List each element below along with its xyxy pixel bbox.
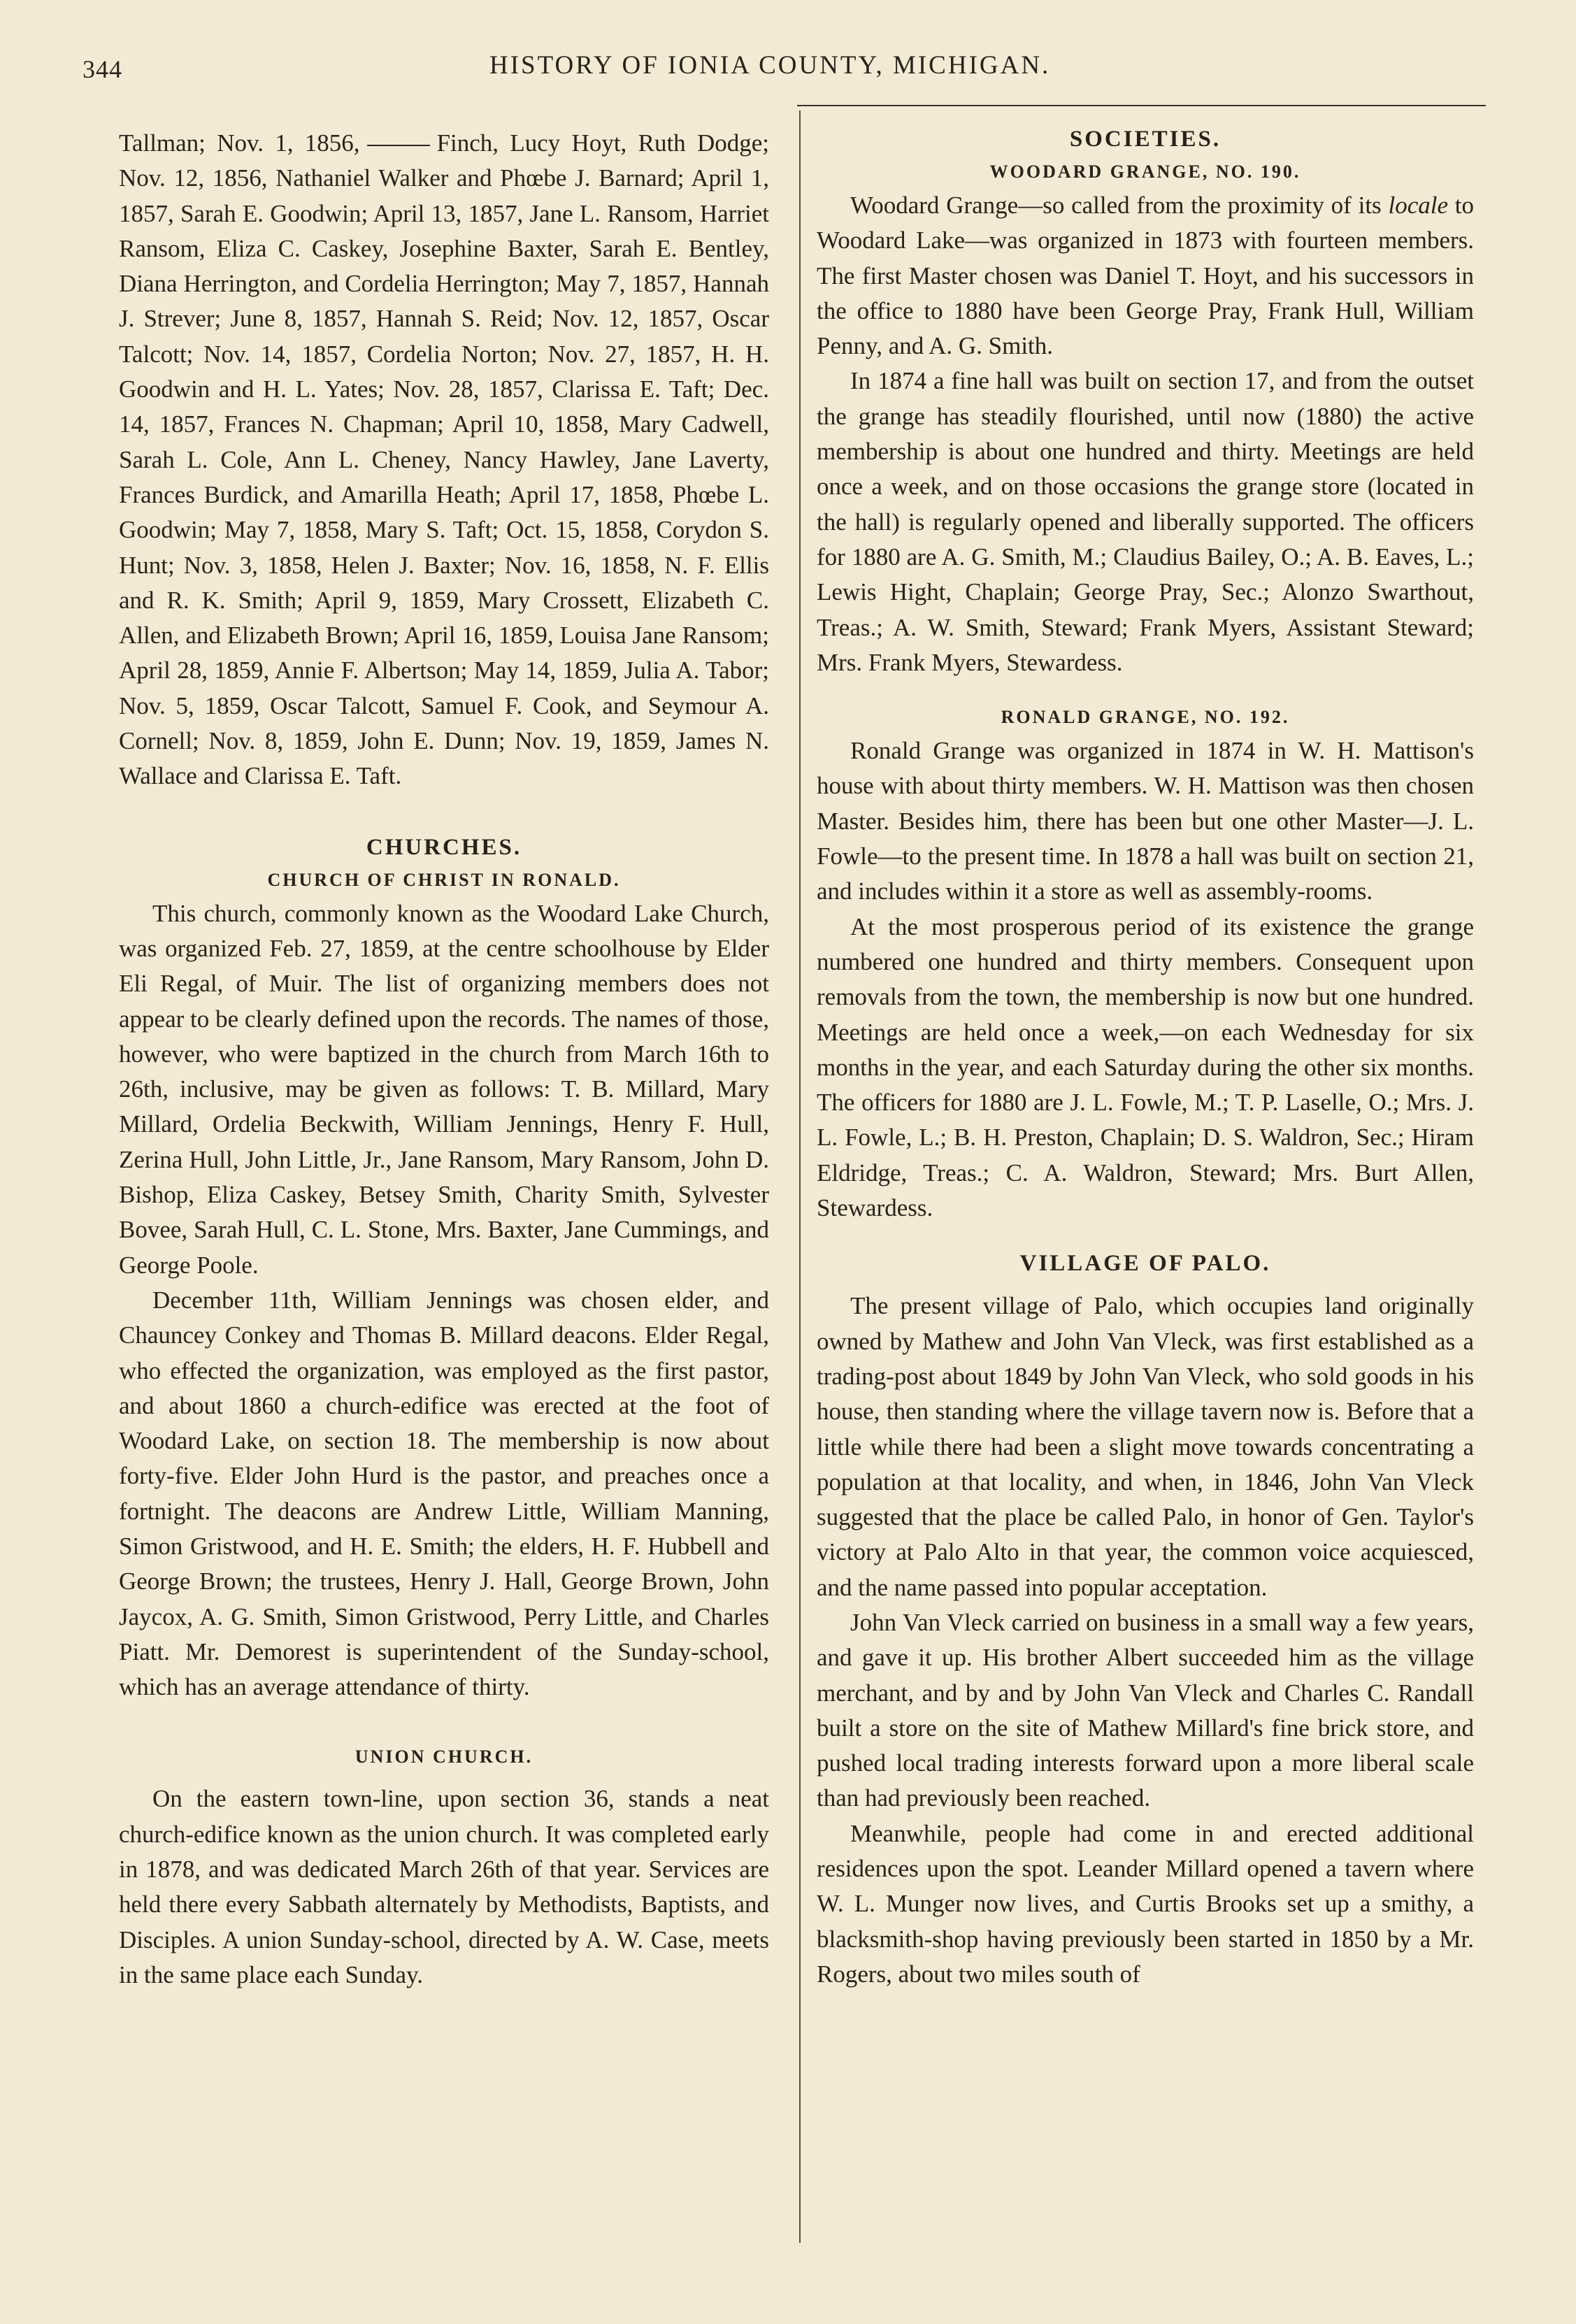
baptism-list-paragraph bbox=[119, 126, 769, 794]
woodard-grange-paragraph-2: In 1874 a fine hall was built on section 17, and from the outset the grange has steadily flourished, until now (1880) the active membership is about one hundred and thirty. Meetings are held once a week, and on those occasions the grange store (located in the hall) is regularly opened and liberally supported. The officers for 1880 are A. G. Smith, M.; Claudius Bailey, O.; A. B. Eaves, L.; Lewis Hight, Chaplain; George Pray, Sec.; Alonzo Swarthout, Treas.; A. W. Smith, Steward; Frank Myers, Assistant Steward; Mrs. Frank Myers, Stewardess. bbox=[817, 367, 1474, 676]
woodard-text-rest: to Woodard Lake—was organized in 1873 with fourteen members. The first Master chosen was Daniel T. Hoyt, and his successors in the office to 1880 have been George Pray, Frank Hull, William Penny, and A. G. Smith. bbox=[817, 192, 1475, 360]
blank-name-rule bbox=[367, 145, 430, 146]
palo-paragraph-1: The present village of Palo, which occupies land originally owned by Mathew and John Van Vleck, was first established as a trading-post about 1849 by John Van Vleck, who sold goods in his house, then standing where the village tavern now is. Before that a little while there had been a slight move towards concentrating a population at that locality, and when, in 1846, John Van Vleck suggested that the place be called Palo, in honor of Gen. Taylor's victory at Palo Alto in that year, the common voice acquiesced, and the name passed into popular acceptation. bbox=[817, 1292, 1474, 1601]
heading-woodard-grange: WOODARD GRANGE, NO. 190. bbox=[989, 162, 1301, 182]
column-divider bbox=[799, 110, 801, 2243]
union-church-paragraph: On the eastern town-line, upon section 36, stands a neat church-edifice known as the union church. It was completed early in 1878, and was dedicated March 26th of that year. Services are held there every Sabbath alternately by Methodists, Baptists, and Disciples. A union Sunday-school, directed by A. W. Case, meets in the same place each Sunday. bbox=[119, 1785, 769, 1988]
left-column bbox=[119, 126, 769, 1993]
church-of-christ-paragraph-1: This church, commonly known as the Woodard Lake Church, was organized Feb. 27, 1859, at the centre schoolhouse by Elder Eli Regal, of Muir. The list of organizing members does not appear to be clearly defined upon the records. The names of those, however, who were baptized in the church from March 16th to 26th, inclusive, may be given as follows: T. B. Millard, Mary Millard, Ordelia Beckwith, William Jennings, Henry F. Hull, Zerina Hull, John Little, Jr., Jane Ransom, Mary Ransom, John D. Bishop, Eliza Caskey, Betsey Smith, Charity Smith, Sylvester Bovee, Sarah Hull, C. L. Stone, Mrs. Baxter, Jane Cummings, and George Poole. bbox=[119, 899, 769, 1279]
heading-church-of-christ: CHURCH OF CHRIST IN RONALD. bbox=[267, 869, 621, 890]
church-of-christ-paragraph-2: December 11th, William Jennings was chosen elder, and Chauncey Conkey and Thomas B. Millard deacons. Elder Regal, who effected the organization, was employed as the first pastor, and about 1860 a church-edifice was erected at the foot of Woodard Lake, on section 18. The membership is now about forty-five. Elder John Hurd is the pastor, and preaches once a fortnight. The deacons are Andrew Little, William Manning, Simon Gristwood, and H. E. Smith; the elders, H. F. Hubbell and George Brown; the trustees, Henry J. Hall, George Brown, John Jaycox, A. G. Smith, Simon Gristwood, Perry Little, and Charles Piatt. Mr. Demorest is superintendent of the Sunday-school, which has an average attendance of thirty. bbox=[119, 1286, 769, 1701]
right-column bbox=[817, 122, 1474, 1992]
woodard-text-start: Woodard Grange—so called from the proximity of its bbox=[850, 192, 1382, 219]
ronald-grange-paragraph-2: At the most prosperous period of its existence the grange numbered one hundred and thirty members. Consequent upon removals from the town, the membership is now but one hundred. Meetings are held once a week,—on each Wednesday for six months in the year, and each Saturday during the other six months. The officers for 1880 are J. L. Fowle, M.; T. P. Laselle, O.; Mrs. J. L. Fowle, L.; B. H. Preston, Chaplain; D. S. Waldron, Sec.; Hiram Eldridge, Treas.; C. A. Waldron, Steward; Mrs. Burt Allen, Stewardess. bbox=[817, 912, 1474, 1222]
ronald-grange-paragraph-1: Ronald Grange was organized in 1874 in W. H. Mattison's house with about thirty members. W. H. Mattison was then chosen Master. Besides him, there has been but one other Master—J. L. Fowle—to the present time. In 1878 a hall was built on section 21, and includes within it a store as well as assembly-rooms. bbox=[817, 737, 1474, 905]
locale-italic: locale bbox=[1388, 192, 1448, 219]
running-title: HISTORY OF IONIA COUNTY, MICHIGAN. bbox=[489, 51, 1051, 80]
baptism-list-start: Tallman; Nov. 1, 1856, bbox=[119, 129, 360, 157]
heading-village-of-palo: VILLAGE OF PALO. bbox=[1019, 1251, 1271, 1277]
baptism-list-rest: Finch, Lucy Hoyt, Ruth Dodge; Nov. 12, 1856, Nathaniel Walker and Phœbe J. Barnard; April 1, 1857, Sarah E. Goodwin; April 13, 1857, Jane L. Ransom, Harriet Ransom, Eliza C. Caskey, Josephine Baxter, Sarah E. Bentley, Diana Herrington, and Cordelia Herrington; May 7, 1857, Hannah J. Strever; June 8, 1857, Hannah S. Reid; Nov. 12, 1857, Oscar Talcott; Nov. 14, 1857, Cordelia Norton; Nov. 27, 1857, H. H. Goodwin and H. L. Yates; Nov. 28, 1857, Clarissa E. Taft; Dec. 14, 1857, Frances N. Chapman; April 10, 1858, Mary Cadwell, Sarah L. Cole, Ann L. Cheney, Nancy Hawley, Jane Laverty, Frances Burdick, and Amarilla Heath; April 17, 1858, Phœbe L. Goodwin; May 7, 1858, Mary S. Taft; Oct. 15, 1858, Corydon S. Hunt; Nov. 3, 1858, Helen J. Baxter; Nov. 16, 1858, N. F. Ellis and R. K. Smith; April 9, 1859, Mary Crossett, Elizabeth C. Allen, and Elizabeth Brown; April 16, 1859, Louisa Jane Ransom; April 28, 1859, Annie F. Albertson; May 14, 1859, Julia A. Tabor; Nov. 5, 1859, Oscar Talcott, Samuel F. Cook, and Seymour A. Cornell; Nov. 8, 1859, John E. Dunn; Nov. 19, 1859, James N. Wallace and Clarissa E. Taft. bbox=[119, 129, 770, 790]
page-number: 344 bbox=[83, 55, 122, 83]
header-rule bbox=[797, 105, 1486, 106]
heading-union-church: UNION CHURCH. bbox=[354, 1746, 533, 1767]
palo-paragraph-2: John Van Vleck carried on business in a small way a few years, and gave it up. His brother Albert succeeded him as the village merchant, and by and by John Van Vleck and Charles C. Randall built a store on the site of Mathew Millard's fine brick store, and pushed local trading interests forward upon a more liberal scale than had previously been reached. bbox=[817, 1608, 1474, 1812]
palo-paragraph-3: Meanwhile, people had come in and erected additional residences upon the spot. Leander Millard opened a tavern where W. L. Munger now lives, and Curtis Brooks set up a smithy, a blacksmith-shop having previously been started in 1850 by a Mr. Rogers, about two miles south of bbox=[817, 1819, 1474, 1988]
heading-societies: SOCIETIES. bbox=[1069, 127, 1222, 152]
heading-churches: CHURCHES. bbox=[366, 834, 522, 860]
heading-ronald-grange: RONALD GRANGE, NO. 192. bbox=[1001, 707, 1290, 728]
woodard-grange-paragraph-1 bbox=[817, 188, 1474, 364]
